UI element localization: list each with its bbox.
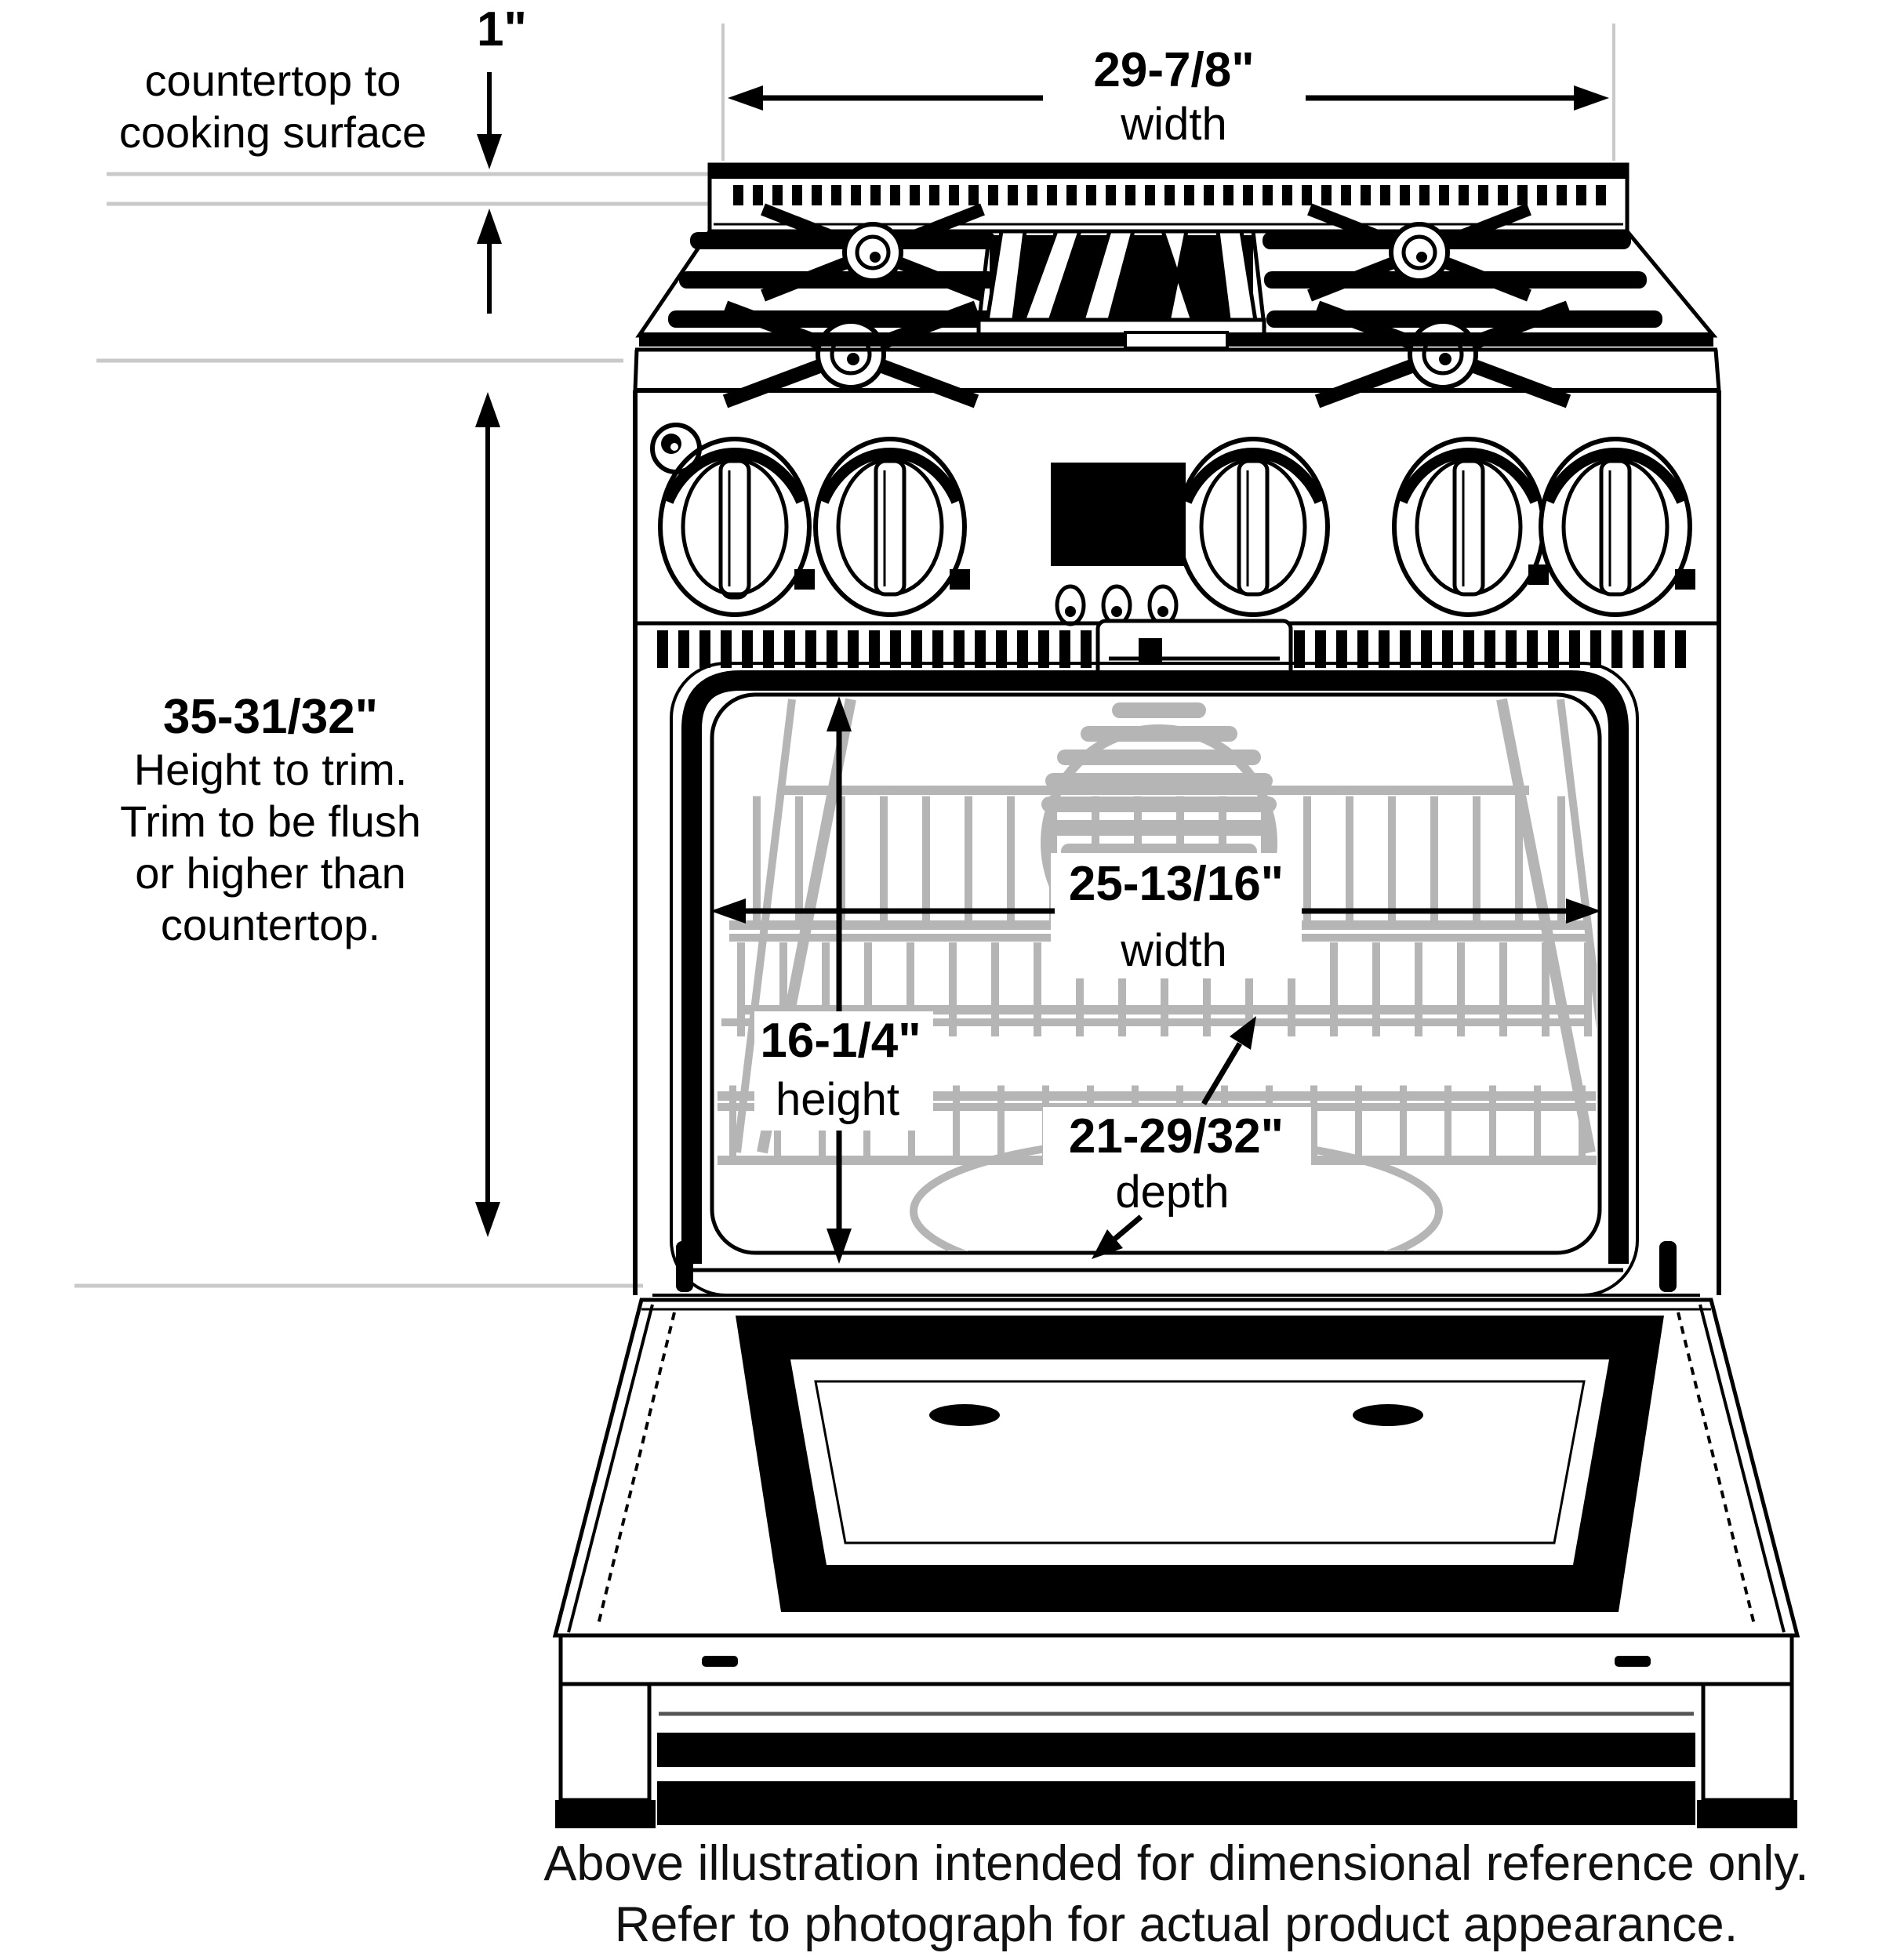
width-arrow-right-icon <box>1306 85 1609 111</box>
height-double-arrow-icon <box>475 392 500 1237</box>
dim-height-to-trim <box>74 361 643 1286</box>
burner-front-right <box>1317 307 1568 401</box>
overall-width-word: width <box>1121 99 1227 150</box>
base-drawer <box>555 1635 1797 1828</box>
panel-buttons <box>1057 585 1176 624</box>
knob-1 <box>660 439 815 615</box>
countertop-gap-value: 1" <box>477 2 527 56</box>
knob-indicator-square <box>794 569 815 590</box>
oval-button-icon <box>1150 585 1176 624</box>
knob-indicator-square <box>1675 569 1695 590</box>
countertop-gap-label-line1: countertop to <box>144 56 401 105</box>
door-vent-slot-left <box>929 1404 1000 1426</box>
back-rail-top-edge <box>710 165 1627 179</box>
range-illustration <box>555 165 1797 1828</box>
burner-front-left <box>725 307 976 401</box>
oven-depth-value: 21-29/32" <box>1068 1109 1284 1163</box>
cooktop <box>635 165 1719 401</box>
door-bumper-left <box>702 1656 738 1667</box>
overall-width-value: 29-7/8" <box>1093 43 1255 97</box>
up-arrow-icon <box>477 209 502 314</box>
oven-height-word: height <box>775 1074 900 1125</box>
knob-3 <box>1179 439 1328 615</box>
oven-depth-word: depth <box>1115 1167 1230 1218</box>
footer-line2: Refer to photograph for actual product appearance. <box>614 1897 1738 1952</box>
knob-2 <box>816 439 970 615</box>
knob-4 <box>1394 439 1549 615</box>
knob-indicator-square <box>950 569 970 590</box>
center-grate <box>979 231 1264 339</box>
oven-width-value: 25-13/16" <box>1068 857 1284 911</box>
drawer-front <box>561 1635 1792 1684</box>
vent-handle-tab <box>1139 638 1162 662</box>
width-arrow-left-icon <box>728 85 1043 111</box>
open-oven-door <box>555 1300 1797 1635</box>
height-to-trim-line4: countertop. <box>160 900 381 949</box>
door-bumper-right <box>1615 1656 1651 1667</box>
footer-note <box>543 1836 1808 1952</box>
countertop-gap-label-line2: cooking surface <box>118 107 427 157</box>
height-to-trim-value: 35-31/32" <box>162 690 379 744</box>
oval-button-icon <box>1057 585 1084 624</box>
footer-line1: Above illustration intended for dimensional reference only. <box>543 1836 1809 1891</box>
oven-width-word: width <box>1121 925 1227 976</box>
oven-cavity <box>652 663 1700 1350</box>
control-display <box>1051 463 1186 566</box>
dim-overall-width <box>723 24 1614 161</box>
knob-5 <box>1541 439 1695 615</box>
oven-height-value: 16-1/4" <box>760 1014 921 1068</box>
dim-countertop-gap <box>107 2 710 314</box>
door-vent-slot-right <box>1353 1404 1423 1426</box>
deck-front-notch <box>1125 332 1227 348</box>
knob-indicator-square <box>1528 564 1549 585</box>
leg-right <box>1697 1684 1797 1828</box>
height-to-trim-line2: Trim to be flush <box>120 797 421 846</box>
kick-area <box>657 1714 1695 1825</box>
height-to-trim-line1: Height to trim. <box>133 745 408 794</box>
oval-button-icon <box>1103 585 1130 624</box>
down-arrow-icon <box>477 72 502 169</box>
height-to-trim-line3: or higher than <box>135 848 406 898</box>
leg-left <box>555 1684 656 1828</box>
